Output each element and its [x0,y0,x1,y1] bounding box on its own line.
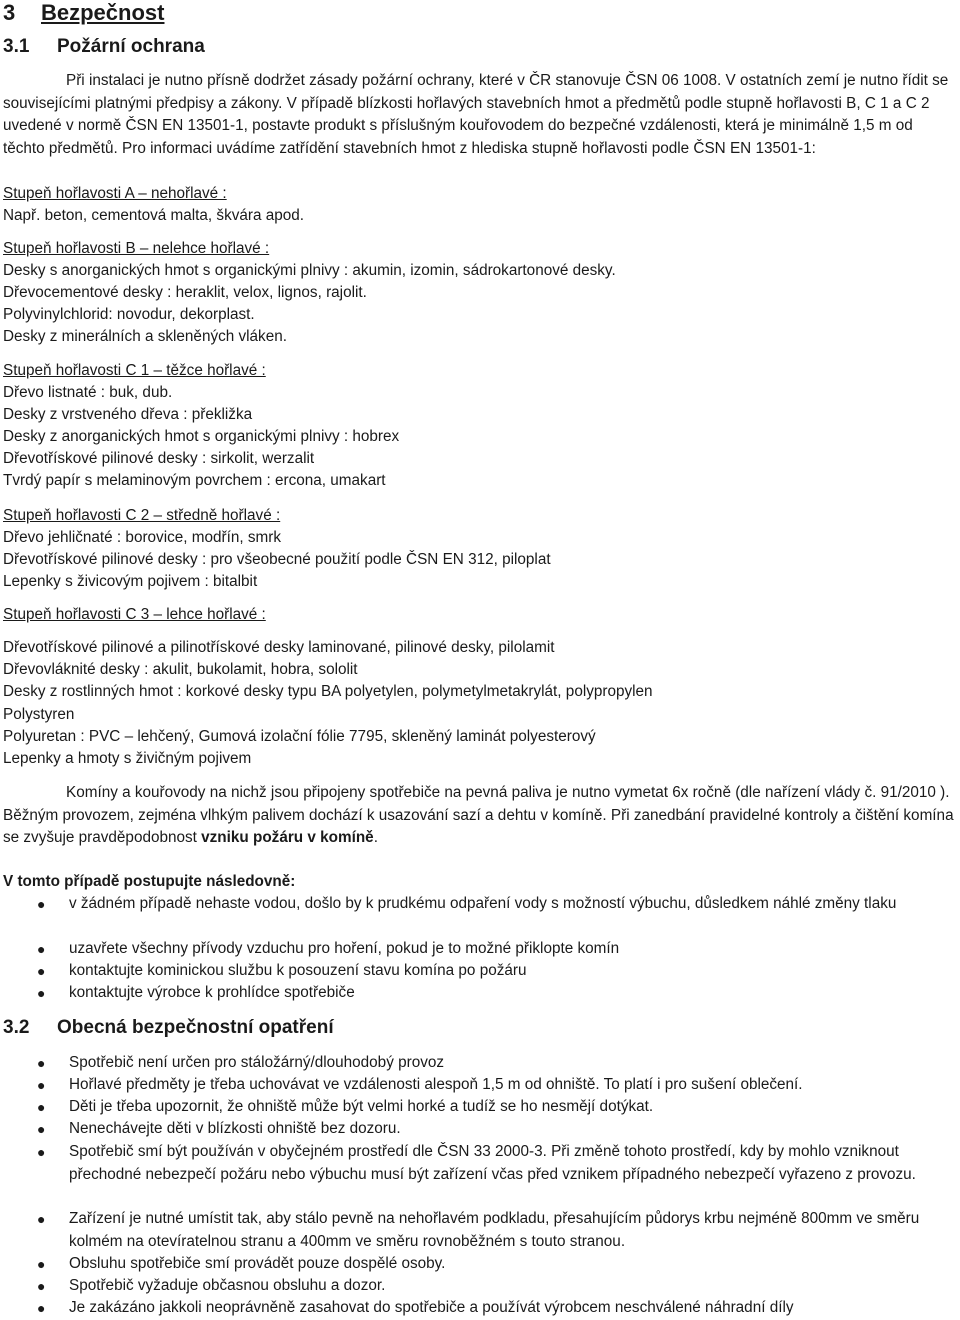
safety-item: Zařízení je nutné umístit tak, aby stálo pevně na nehořlavém podkladu, přesahujícím půdorys krbu nejméně 800mm ve směru kolmém na otevíratelnou stranu a 400mm ve směru rovnoběžném s touto stranou. [69,1210,920,1250]
class-b-line: Dřevocementové desky : heraklit, velox, lignos, rajolit. [3,284,367,301]
section-3-heading [3,0,164,26]
bullet-icon: ● [37,896,46,912]
safety-item: Hořlavé předměty je třeba uchovávat ve vzdálenosti alespoň 1,5 m od ohniště. To platí i pro sušení oblečení. [69,1076,803,1093]
intro-paragraph: Při instalaci je nutno přísně dodržet zásady požární ochrany, které v ČR stanovuje ČSN 06 1008. V ostatních zemí je nutno řídit se souvisejícími platnými předpisy a zákony. V případě blízkosti hořlavých stavebních hmot a předmětů podle stupně hořlavosti B, C 1 a C 2 uvedené v normě ČSN EN 13501-1, postavte produkt s příslušným kouřovodem do bezpečné vzdálenosti, která je minimálně 1,5 m od těchto předmětů. Pro informaci uvádíme zatřídění stavebních hmot z hlediska stupně hořlavosti podle ČSN EN 13501-1: [3,72,949,157]
bullet-icon: ● [37,1077,46,1093]
class-c2-line: Dřevo jehličnaté : borovice, modřín, smrk [3,529,281,546]
safety-item: Děti je třeba upozornit, že ohniště může být velmi horké a tudíž se ho nesmějí dotýkat. [69,1098,654,1115]
section-3-1-heading [3,36,205,58]
bullet-icon: ● [37,1121,46,1137]
chimney-text: Komíny a kouřovody na nichž jsou připojeny spotřebiče na pevná paliva je nutno vymetat 6x ročně (dle nařízení vlády č. 91/2010 ). Běžným provozem, zejména vlhkým palivem dochází k usazování sazí a dehtu v komíně. Při zanedbání pravidelné kontroly a čištění komína se zvyšuje pravděpodobnost [3,784,954,846]
safety-item: Obsluhu spotřebiče smí provádět pouze dospělé osoby. [69,1255,446,1272]
bullet-icon: ● [37,1300,46,1316]
bullet-icon: ● [37,1055,46,1071]
safety-item: Je zakázáno jakkoli neoprávněně zasahovat do spotřebiče a používát výrobcem neschválené náhradní díly [69,1299,794,1316]
safety-item: Spotřebič smí být používán v obyčejném prostředí dle ČSN 33 2000-3. Při změně tohoto prostředí, kdy by mohlo vzniknout přechodné nebezpečí požáru nebo výbuchu musí být zařízení včas před vznikem případného nebezpečí vyřazeno z provozu. [69,1143,916,1183]
class-c1-line: Dřevotřískové pilinové desky : sirkolit, werzalit [3,450,315,467]
class-b-heading: Stupeň hořlavosti B – nelehce hořlavé : [3,240,270,257]
section-title: Požární ochrana [57,36,205,57]
class-c3-line: Dřevotřískové pilinové a pilinotřískové desky laminované, pilinové desky, pilolamit [3,639,555,656]
section-title: Bezpečnost [41,0,165,25]
chimney-end: . [373,829,378,846]
class-c3-heading: Stupeň hořlavosti C 3 – lehce hořlavé : [3,606,266,623]
bullet-icon: ● [37,1099,46,1115]
class-c2-line: Lepenky s živicovým pojivem : bitalbit [3,573,258,590]
class-c1-line: Desky z vrstveného dřeva : překližka [3,406,253,423]
section-number: 3.1 [3,36,30,57]
procedure-item: kontaktujte výrobce k prohlídce spotřebiče [69,984,355,1001]
procedure-heading: V tomto případě postupujte následovně: [3,873,296,890]
bullet-icon: ● [37,1144,46,1160]
safety-item: Nenechávejte děti v blízkosti ohniště bez dozoru. [69,1120,401,1137]
safety-item: Spotřebič vyžaduje občasnou obsluhu a dozor. [69,1277,386,1294]
bullet-icon: ● [37,941,46,957]
section-title: Obecná bezpečnostní opatření [57,1017,334,1038]
class-c2-line: Dřevotřískové pilinové desky : pro všeobecné použití podle ČSN EN 312, piloplat [3,551,551,568]
class-c1-line: Dřevo listnaté : buk, dub. [3,384,173,401]
class-c3-line: Polyuretan : PVC – lehčený, Gumová izolační fólie 7795, skleněný laminát polyesterový [3,728,596,745]
class-a-heading: Stupeň hořlavosti A – nehořlavé : [3,185,227,202]
chimney-bold-text: vzniku požáru v komíně [201,829,374,846]
procedure-item: v žádném případě nehaste vodou, došlo by k prudkému odpaření vody s možností výbuchu, důsledkem náhlé změny tlaku [69,895,897,912]
bullet-icon: ● [37,1211,46,1227]
procedure-item: uzavřete všechny přívody vzduchu pro hoření, pokud je to možné přiklopte komín [69,940,620,957]
bullet-icon: ● [37,1256,46,1272]
class-c3-line: Dřevovláknité desky : akulit, bukolamit, hobra, sololit [3,661,358,678]
class-c3-line: Desky z rostlinných hmot : korkové desky typu BA polyetylen, polymetylmetakrylát, polypropylen [3,683,653,700]
chimney-paragraph [3,782,956,850]
bullet-icon: ● [37,1278,46,1294]
class-b-line: Desky s anorganických hmot s organickými plnivy : akumin, izomin, sádrokartonové desky. [3,262,616,279]
safety-item: Spotřebič není určen pro stáložárný/dlouhodobý provoz [69,1054,445,1071]
class-c1-heading: Stupeň hořlavosti C 1 – těžce hořlavé : [3,362,266,379]
bullet-icon: ● [37,985,46,1001]
procedure-item: kontaktujte kominickou službu k posouzení stavu komína po požáru [69,962,527,979]
class-c1-line: Desky z anorganických hmot s organickými plnivy : hobrex [3,428,400,445]
section-3-2-heading [3,1017,334,1039]
section-number: 3.2 [3,1017,30,1038]
class-c1-line: Tvrdý papír s melaminovým povrchem : ercona, umakart [3,472,386,489]
bullet-icon: ● [37,963,46,979]
class-c2-heading: Stupeň hořlavosti C 2 – středně hořlavé : [3,507,281,524]
class-b-line: Desky z minerálních a skleněných vláken. [3,328,287,345]
class-a-line: Např. beton, cementová malta, škvára apod. [3,207,305,224]
section-number: 3 [3,0,16,25]
class-c3-line: Polystyren [3,706,75,723]
class-c3-line: Lepenky a hmoty s živičným pojivem [3,750,252,767]
class-b-line: Polyvinylchlorid: novodur, dekorplast. [3,306,255,323]
